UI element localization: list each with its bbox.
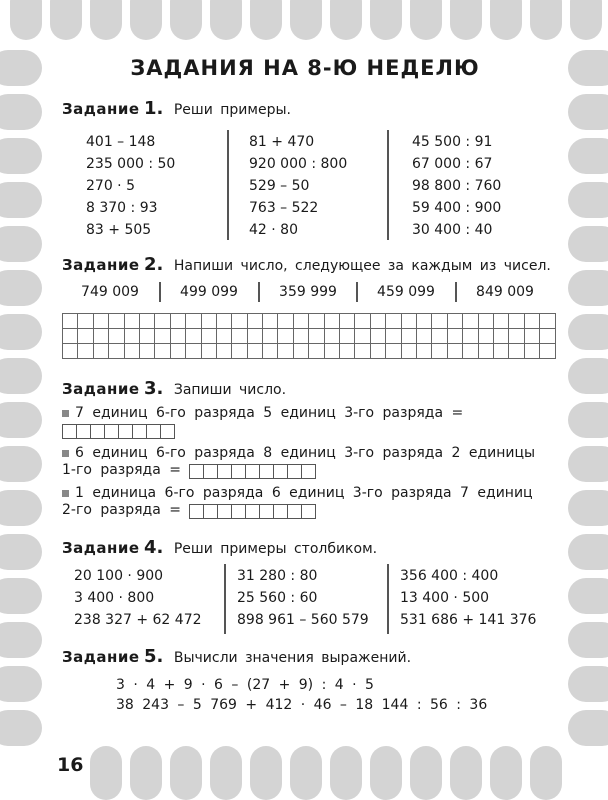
task1-example: 529 – 50 bbox=[249, 178, 310, 194]
grid-cell[interactable] bbox=[171, 344, 186, 359]
task3-number: 3. bbox=[144, 378, 164, 399]
grid-cell[interactable] bbox=[417, 344, 432, 359]
grid-cell[interactable] bbox=[202, 344, 217, 359]
grid-cell[interactable] bbox=[355, 329, 370, 344]
task-label: Задание bbox=[62, 256, 140, 274]
grid-cell[interactable] bbox=[248, 344, 263, 359]
grid-cell[interactable] bbox=[109, 344, 124, 359]
task1-example: 30 400 : 40 bbox=[412, 222, 493, 238]
task2-number-item: 849 009 bbox=[476, 284, 534, 300]
grid-cell[interactable] bbox=[109, 329, 124, 344]
task-label: Задание bbox=[62, 380, 140, 398]
grid-cell[interactable] bbox=[186, 314, 201, 329]
task1-example: 42 · 80 bbox=[249, 222, 298, 238]
grid-cell[interactable] bbox=[340, 314, 355, 329]
grid-cell[interactable] bbox=[371, 344, 386, 359]
task5-heading bbox=[62, 646, 411, 667]
grid-cell[interactable] bbox=[125, 329, 140, 344]
task2-heading bbox=[62, 254, 551, 275]
answer-grid[interactable] bbox=[62, 313, 556, 359]
grid-cell[interactable] bbox=[232, 329, 247, 344]
grid-cell[interactable] bbox=[248, 329, 263, 344]
grid-cell[interactable] bbox=[371, 314, 386, 329]
task4-example: 25 560 : 60 bbox=[237, 590, 318, 606]
grid-cell[interactable] bbox=[479, 344, 494, 359]
task3-instruction: Запиши число. bbox=[173, 382, 287, 398]
grid-cell[interactable] bbox=[186, 329, 201, 344]
task2-number-item: 359 999 bbox=[279, 284, 337, 300]
grid-cell[interactable] bbox=[232, 344, 247, 359]
task2-number-item: 499 099 bbox=[180, 284, 238, 300]
grid-cell[interactable] bbox=[248, 314, 263, 329]
task3-item2-answer-cells[interactable] bbox=[189, 464, 315, 479]
grid-cell[interactable] bbox=[217, 344, 232, 359]
grid-cell[interactable] bbox=[78, 314, 93, 329]
task3-item2-text-cont: 1-го разряда = bbox=[62, 462, 181, 478]
grid-cell[interactable] bbox=[309, 314, 324, 329]
grid-cell[interactable] bbox=[540, 314, 555, 329]
column-divider bbox=[227, 130, 229, 240]
task2-instruction: Напиши число, следующее за каждым из чисел. bbox=[173, 258, 551, 274]
task2-number-item: 459 099 bbox=[377, 284, 435, 300]
grid-cell[interactable] bbox=[432, 329, 447, 344]
grid-cell[interactable] bbox=[125, 344, 140, 359]
grid-cell[interactable] bbox=[325, 329, 340, 344]
task4-example: 3 400 · 800 bbox=[74, 590, 155, 606]
grid-cell[interactable] bbox=[417, 329, 432, 344]
grid-cell[interactable] bbox=[217, 329, 232, 344]
grid-cell[interactable] bbox=[294, 344, 309, 359]
grid-cell[interactable] bbox=[294, 329, 309, 344]
column-divider bbox=[387, 564, 389, 634]
grid-cell[interactable] bbox=[525, 314, 540, 329]
grid-cell[interactable] bbox=[278, 344, 293, 359]
task1-example: 401 – 148 bbox=[86, 134, 156, 150]
grid-cell[interactable] bbox=[263, 314, 278, 329]
grid-cell[interactable] bbox=[325, 344, 340, 359]
task5-instruction: Вычисли значения выражений. bbox=[173, 650, 412, 666]
grid-cell[interactable] bbox=[386, 329, 401, 344]
grid-cell[interactable] bbox=[63, 344, 78, 359]
grid-cell[interactable] bbox=[386, 314, 401, 329]
task3-item3-cont bbox=[62, 502, 181, 518]
grid-cell[interactable] bbox=[509, 344, 524, 359]
grid-cell[interactable] bbox=[525, 329, 540, 344]
task1-example: 98 800 : 760 bbox=[412, 178, 502, 194]
task3-item2-text: 6 единиц 6-го разряда 8 единиц 3-го разряда 2 единицы bbox=[75, 445, 536, 461]
grid-cell[interactable] bbox=[494, 329, 509, 344]
grid-cell[interactable] bbox=[217, 314, 232, 329]
number-divider bbox=[455, 282, 457, 302]
grid-cell[interactable] bbox=[479, 329, 494, 344]
task1-heading bbox=[62, 98, 291, 119]
task3-item3-text-cont: 2-го разряда = bbox=[62, 502, 181, 518]
task1-example: 920 000 : 800 bbox=[249, 156, 348, 172]
grid-cell[interactable] bbox=[78, 344, 93, 359]
grid-cell[interactable] bbox=[78, 329, 93, 344]
grid-cell[interactable] bbox=[540, 329, 555, 344]
grid-cell[interactable] bbox=[155, 314, 170, 329]
grid-cell[interactable] bbox=[494, 314, 509, 329]
grid-cell[interactable] bbox=[202, 329, 217, 344]
grid-cell[interactable] bbox=[540, 344, 555, 359]
task3-item1 bbox=[62, 405, 463, 421]
grid-cell[interactable] bbox=[263, 329, 278, 344]
task3-item2-cont bbox=[62, 462, 181, 478]
grid-cell[interactable] bbox=[140, 344, 155, 359]
task3-item1-answer-cells[interactable] bbox=[62, 424, 174, 439]
grid-cell[interactable] bbox=[155, 329, 170, 344]
grid-cell[interactable] bbox=[432, 314, 447, 329]
task2-number-item: 749 009 bbox=[81, 284, 139, 300]
task4-instruction: Реши примеры столбиком. bbox=[173, 541, 378, 557]
grid-cell[interactable] bbox=[94, 344, 109, 359]
task1-example: 270 · 5 bbox=[86, 178, 135, 194]
task1-example: 8 370 : 93 bbox=[86, 200, 158, 216]
task1-number: 1. bbox=[144, 98, 164, 119]
task3-item3-answer-cells[interactable] bbox=[189, 504, 315, 519]
grid-cell[interactable] bbox=[509, 314, 524, 329]
number-divider bbox=[258, 282, 260, 302]
task4-heading bbox=[62, 537, 377, 558]
task3-heading bbox=[62, 378, 286, 399]
grid-cell[interactable] bbox=[494, 344, 509, 359]
grid-cell[interactable] bbox=[463, 329, 478, 344]
task3-item1-text: 7 единиц 6-го разряда 5 единиц 3-го разряда = bbox=[75, 405, 464, 421]
grid-cell[interactable] bbox=[386, 344, 401, 359]
task2-number: 2. bbox=[144, 254, 164, 275]
task4-example: 20 100 · 900 bbox=[74, 568, 164, 584]
grid-cell[interactable] bbox=[155, 344, 170, 359]
grid-cell[interactable] bbox=[448, 344, 463, 359]
task3-item2 bbox=[62, 445, 535, 461]
top-frame-decoration bbox=[0, 0, 608, 46]
task4-example: 31 280 : 80 bbox=[237, 568, 318, 584]
grid-cell[interactable] bbox=[263, 344, 278, 359]
task1-example: 67 000 : 67 bbox=[412, 156, 493, 172]
grid-cell[interactable] bbox=[232, 314, 247, 329]
grid-cell[interactable] bbox=[202, 314, 217, 329]
bottom-frame-decoration bbox=[0, 742, 608, 787]
page-number: 16 bbox=[57, 754, 84, 776]
bullet-icon bbox=[62, 490, 69, 497]
right-frame-decoration bbox=[563, 0, 608, 787]
task3-item3 bbox=[62, 485, 533, 501]
grid-cell[interactable] bbox=[171, 314, 186, 329]
grid-cell[interactable] bbox=[140, 314, 155, 329]
grid-cell[interactable] bbox=[140, 329, 155, 344]
grid-cell[interactable] bbox=[355, 344, 370, 359]
grid-cell[interactable] bbox=[309, 344, 324, 359]
task4-example: 356 400 : 400 bbox=[400, 568, 499, 584]
task4-example: 13 400 · 500 bbox=[400, 590, 490, 606]
grid-cell[interactable] bbox=[94, 314, 109, 329]
task4-example: 238 327 + 62 472 bbox=[74, 612, 202, 628]
grid-cell[interactable] bbox=[340, 344, 355, 359]
task4-example: 531 686 + 141 376 bbox=[400, 612, 537, 628]
task-label: Задание bbox=[62, 100, 140, 118]
task5-expression: 38 243 – 5 769 + 412 · 46 – 18 144 : 56 : 36 bbox=[116, 697, 488, 713]
grid-cell[interactable] bbox=[463, 314, 478, 329]
grid-cell[interactable] bbox=[309, 329, 324, 344]
grid-cell[interactable] bbox=[355, 314, 370, 329]
grid-cell[interactable] bbox=[417, 314, 432, 329]
page-title: ЗАДАНИЯ НА 8-Ю НЕДЕЛЮ bbox=[130, 56, 480, 80]
grid-cell[interactable] bbox=[278, 329, 293, 344]
column-divider bbox=[224, 564, 226, 634]
grid-cell[interactable] bbox=[509, 329, 524, 344]
task4-number: 4. bbox=[144, 537, 164, 558]
grid-cell[interactable] bbox=[448, 314, 463, 329]
task1-example: 59 400 : 900 bbox=[412, 200, 502, 216]
task-label: Задание bbox=[62, 539, 140, 557]
task5-expression: 3 · 4 + 9 · 6 – (27 + 9) : 4 · 5 bbox=[116, 677, 374, 693]
grid-cell[interactable] bbox=[63, 329, 78, 344]
task1-example: 83 + 505 bbox=[86, 222, 152, 238]
grid-cell[interactable] bbox=[448, 329, 463, 344]
grid-cell[interactable] bbox=[171, 329, 186, 344]
grid-cell[interactable] bbox=[340, 329, 355, 344]
task1-example: 45 500 : 91 bbox=[412, 134, 493, 150]
grid-cell[interactable] bbox=[402, 344, 417, 359]
grid-cell[interactable] bbox=[371, 329, 386, 344]
grid-cell[interactable] bbox=[479, 314, 494, 329]
task5-number: 5. bbox=[144, 646, 164, 667]
task1-example: 235 000 : 50 bbox=[86, 156, 176, 172]
grid-cell[interactable] bbox=[294, 314, 309, 329]
bullet-icon bbox=[62, 410, 69, 417]
task4-example: 898 961 – 560 579 bbox=[237, 612, 369, 628]
grid-cell[interactable] bbox=[463, 344, 478, 359]
grid-cell[interactable] bbox=[186, 344, 201, 359]
column-divider bbox=[387, 130, 389, 240]
bullet-icon bbox=[62, 450, 69, 457]
grid-cell[interactable] bbox=[94, 329, 109, 344]
grid-cell[interactable] bbox=[525, 344, 540, 359]
task-label: Задание bbox=[62, 648, 140, 666]
task1-instruction: Реши примеры. bbox=[173, 102, 291, 118]
grid-cell[interactable] bbox=[402, 314, 417, 329]
number-divider bbox=[159, 282, 161, 302]
grid-cell[interactable] bbox=[109, 314, 124, 329]
grid-cell[interactable] bbox=[325, 314, 340, 329]
task3-item3-text: 1 единица 6-го разряда 6 единиц 3-го разряда 7 единиц bbox=[75, 485, 533, 501]
left-frame-decoration bbox=[0, 0, 48, 787]
task1-example: 81 + 470 bbox=[249, 134, 315, 150]
task1-example: 763 – 522 bbox=[249, 200, 319, 216]
grid-cell[interactable] bbox=[63, 314, 78, 329]
grid-cell[interactable] bbox=[432, 344, 447, 359]
number-divider bbox=[356, 282, 358, 302]
grid-cell[interactable] bbox=[278, 314, 293, 329]
grid-cell[interactable] bbox=[402, 329, 417, 344]
grid-cell[interactable] bbox=[125, 314, 140, 329]
